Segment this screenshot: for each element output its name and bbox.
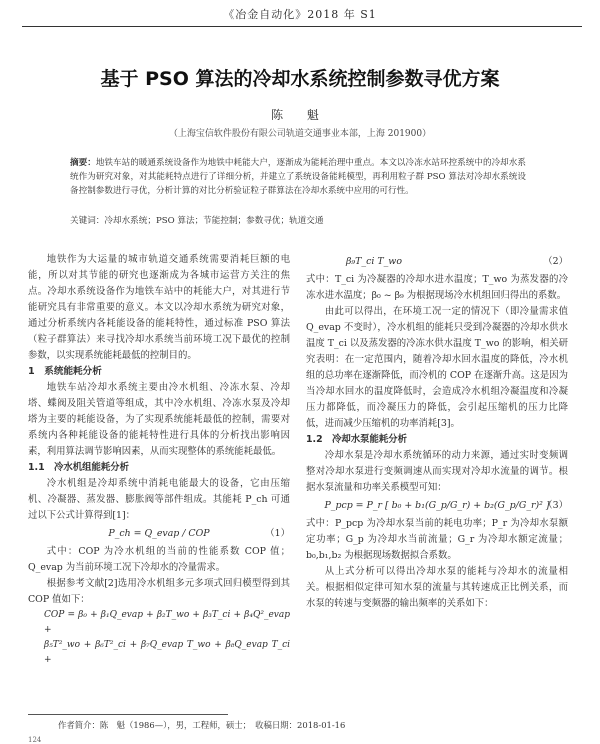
equation-2-description: 式中：T_ci 为冷凝器的冷却水进水温度；T_wo 为蒸发器的冷冻水进水温度；β₀ ~ β₉ 为根据现场冷水机组回归得出的系数。: [306, 274, 568, 301]
keywords-block: [70, 214, 526, 228]
page-number: 124: [28, 736, 42, 744]
section-1-paragraph: 地铁车站冷却水系统主要由冷水机组、冷冻水泵、冷却塔、蝶阀及阻关管道等组成，其中冷水机组、冷冻水泵及冷却塔为主要的耗能设备，为了实现系统能耗最低的控制，需要对系统内各种耗能设备的能耗特性进行具体的分析找出影响因素，利用算法调节影响因素，从而实现整体的系统能耗最低。: [28, 382, 290, 457]
footnote-rule: [28, 714, 228, 715]
section-1-2-paragraph: 冷却水泵是冷却水系统循环的动力来源，通过实时变频调整对冷却水泵进行变频调速从而实现对冷却水流量的调节。根据水泵流量和功率关系模型可知：: [306, 450, 568, 493]
section-1-1-paragraph-2: 式中：COP 为冷水机组的当前的性能系数 COP 值；Q_evap 为当前环境工况下冷却水的冷量需求。: [28, 546, 290, 573]
equation-1: [28, 526, 290, 542]
intro-paragraph: 地铁作为大运量的城市轨道交通系统需要消耗巨额的电能，所以对其节能的研究也逐渐成为各城市运营方关注的焦点。冷却水系统设备作为地铁车站中的耗能大户，对其进行节能研究具有非常重要的意义。本文以冷却水系统为研究对象，通过分析系统内各耗能设备的能耗特性，通过标准 PSO 算法（粒子群算法）来寻找冷却水系统当前环境工况下最优的控制参数，以实现系统能耗最低的控制目的。: [28, 254, 290, 361]
equation-2-end: [306, 254, 568, 270]
equation-3: [306, 498, 568, 514]
equation-2-line-3: β₉T_ci T_wo: [346, 256, 402, 267]
abstract-block: [70, 156, 526, 198]
section-1-2-heading: 1.2 冷却水泵能耗分析: [306, 434, 407, 445]
equation-3-number: （3）: [543, 500, 568, 511]
left-column: [28, 252, 290, 668]
section-1-1-heading: 1.1 冷水机组能耗分析: [28, 462, 129, 473]
equation-1-number: （1）: [265, 528, 290, 539]
paper-title: 基于 PSO 算法的冷却水系统控制参数寻优方案: [100, 68, 500, 90]
equation-2-line-1: COP = β₀ + β₁Q_evap + β₂T_wo + β₃T_ci + β₄Q²_evap +: [44, 610, 290, 635]
author-footnote: 作者简介：陈 魁（1986—），男，工程师，硕士； 收稿日期：2018-01-16: [58, 720, 346, 730]
equation-2-line-2: β₅T²_wo + β₆T²_ci + β₇Q_evap T_wo + β₈Q_evap T_ci +: [44, 640, 290, 665]
equation-1-body: P_ch = Q_evap / COP: [108, 528, 210, 539]
author-affiliation: （上海宝信软件股份有限公司轨道交通事业本部，上海 201900）: [168, 129, 432, 139]
section-1-1-paragraph-3: 根据参考文献[2]选用冷水机组多元多项式回归模型得到其 COP 值如下：: [28, 578, 290, 605]
section-1-1-paragraph-1: 冷水机组是冷却系统中消耗电能最大的设备，它由压缩机、冷凝器、蒸发器、膨胀阀等部件组成。其能耗 P_ch 可通过以下公式计算得到[1]：: [28, 478, 290, 521]
analysis-paragraph: 由此可以得出，在环境工况一定的情况下（即冷量需求值 Q_evap 不变时），冷水机组的能耗只受到冷凝器的冷却水供水温度 T_ci 以及蒸发器的冷冻水供水温度 T_wo 的影响，相关研究表明：在一定范围内，随着冷却水回水温度的降低，冷水机组的总功率在逐渐降低，而冷机的 COP 在逐渐升高。这是因为当冷却水回水的温度降低时，会造成冷水机组冷凝温度和冷凝压力都降低，而冷凝压力的降低，会引起压缩机的压力比降低，进而减少压缩机的功率消耗[3]。: [306, 306, 568, 429]
right-column: [306, 252, 568, 612]
keywords-text: 冷却水系统；PSO 算法；节能控制；参数寻优；轨道交通: [104, 216, 324, 226]
keywords-label: 关键词：: [70, 216, 105, 226]
equation-3-body: P_pcp = P_r [ b₀ + b₁(G_p/G_r) + b₂(G_p/G_r)² ]: [324, 500, 550, 511]
section-1-heading: 1 系统能耗分析: [28, 366, 102, 377]
equation-2-number: （2）: [543, 256, 568, 267]
header-rule: [22, 26, 582, 27]
abstract-label: 摘要：: [70, 158, 96, 168]
abstract-text: 地铁车站的暖通系统设备作为地铁中耗能大户，逐渐成为能耗治理中重点。本文以冷冻水站环控系统中的冷却水系统作为研究对象，对其能耗特点进行了详细分析，并建立了系统设备能耗模型，再利用粒子群 PSO 算法对冷却水系统设备控制参数进行寻优，分析计算的对比分析验证粒子群算法在冷却水系统中应用的可行性。: [70, 158, 526, 196]
summary-paragraph: 从上式分析可以得出冷却水泵的能耗与冷却水的流量相关。根据相似定律可知水泵的流量与其转速成正比例关系，而水泵的转速与变频器的输出频率的关系如下：: [306, 566, 568, 609]
author-name: 陈 魁: [271, 108, 329, 122]
equation-3-description: 式中：P_pcp 为冷却水泵当前的耗电功率；P_r 为冷却水泵额定功率；G_p 为冷却水当前流量；G_r 为冷却水额定流量；b₀,b₁,b₂ 为根据现场数据拟合系数。: [306, 518, 568, 561]
journal-header: 《冶金自动化》2018 年 S1: [223, 8, 377, 21]
